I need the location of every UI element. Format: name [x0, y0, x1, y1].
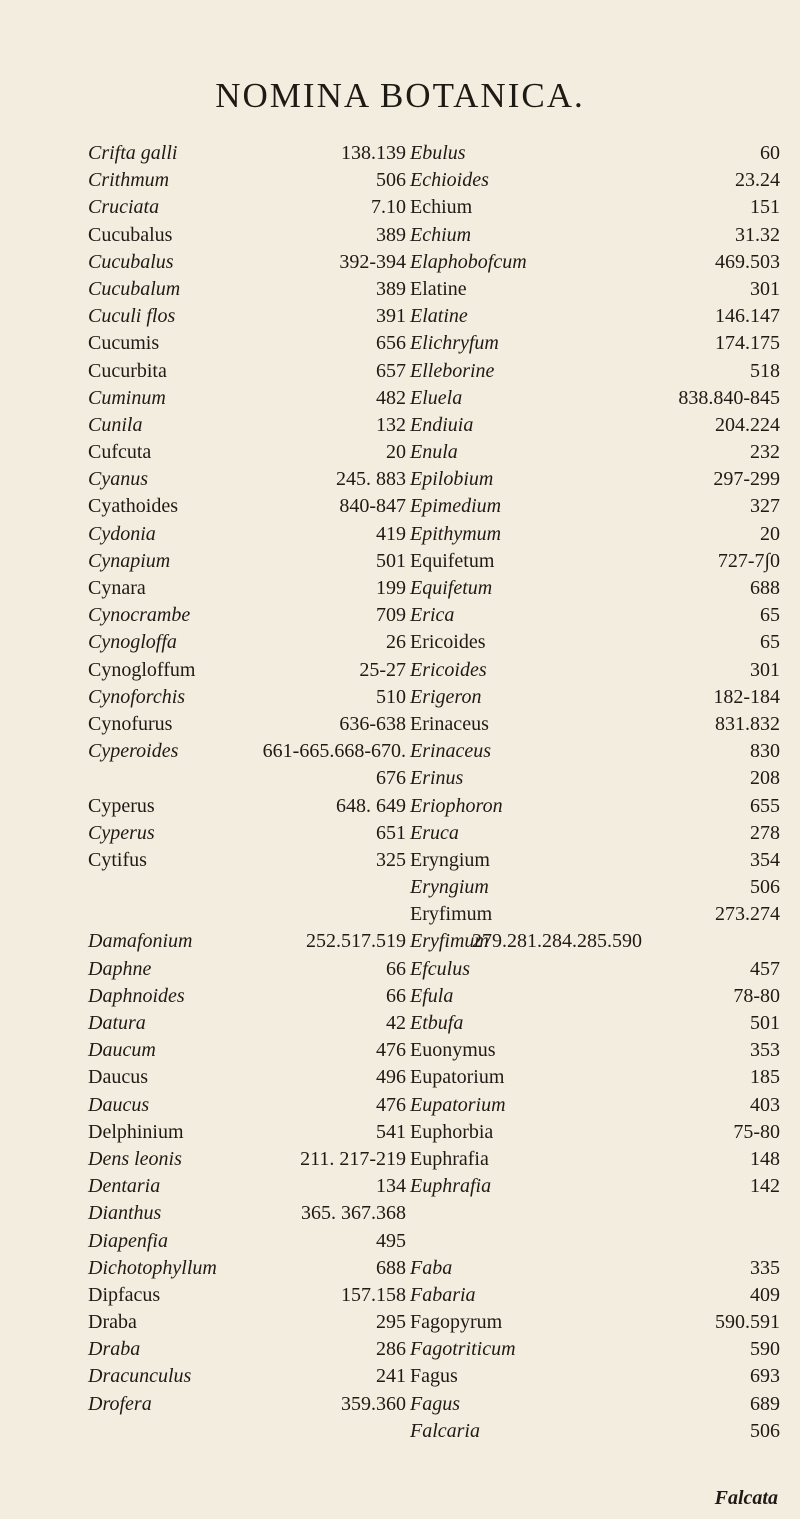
- entry-pages: 457: [750, 957, 780, 980]
- entry-name: Cyperus: [88, 794, 155, 817]
- index-entry: [88, 358, 406, 385]
- entry-name: Cucumis: [88, 332, 160, 355]
- entry-pages: 182-184: [713, 685, 780, 708]
- index-entry: [88, 1336, 406, 1363]
- index-entry: [88, 575, 406, 602]
- entry-pages: 590.591: [715, 1311, 780, 1334]
- entry-pages: 354: [750, 848, 780, 871]
- entry-pages: 518: [750, 359, 780, 382]
- entry-pages: 325: [376, 848, 406, 871]
- index-entry: [410, 249, 780, 276]
- entry-name: Epithymum: [410, 522, 502, 545]
- index-entry: [410, 412, 780, 439]
- index-entry: [410, 1309, 780, 1336]
- entry-name: Cyperoides: [88, 740, 179, 763]
- entry-pages: 20: [760, 522, 780, 545]
- index-entry: [410, 140, 780, 167]
- index-entry: [410, 1037, 780, 1064]
- entry-name: Dichotophyllum: [88, 1256, 217, 1279]
- index-entry: [88, 847, 406, 874]
- entry-name: Cufcuta: [88, 441, 152, 464]
- entry-pages: 148: [750, 1147, 780, 1170]
- entry-pages: 31.32: [735, 223, 780, 246]
- entry-name: Draba: [88, 1311, 137, 1334]
- entry-name: Dracunculus: [88, 1365, 192, 1388]
- index-entry: [410, 1010, 780, 1037]
- entry-name: Crithmum: [88, 169, 170, 192]
- entry-pages: 142: [750, 1175, 780, 1198]
- entry-name: Elatine: [410, 305, 468, 328]
- entry-name: Dentaria: [88, 1175, 161, 1198]
- entry-name: Enula: [410, 441, 458, 464]
- entry-pages: 648. 649: [336, 794, 406, 817]
- entry-name: Crifta galli: [88, 142, 178, 164]
- index-entry: [410, 602, 780, 629]
- entry-pages: 279.281.284.285.590: [472, 930, 642, 953]
- entry-pages: 389: [376, 277, 406, 300]
- entry-pages: 273.274: [715, 903, 780, 926]
- entry-name: Fagotriticum: [410, 1338, 516, 1361]
- entry-pages: 359.360: [341, 1392, 406, 1415]
- entry-name: Daphne: [88, 957, 152, 980]
- entry-name: Fabaria: [410, 1283, 476, 1306]
- entry-name: Cucubalus: [88, 223, 173, 246]
- entry-pages: 389: [376, 223, 406, 246]
- entry-name: Eupatorium: [410, 1066, 505, 1089]
- entry-name: Fagus: [410, 1392, 460, 1415]
- index-entry: [88, 1363, 406, 1390]
- entry-pages: 688: [750, 577, 780, 599]
- index-entry: [410, 194, 780, 221]
- entry-pages: 241: [376, 1365, 406, 1388]
- entry-pages: 232: [750, 441, 780, 464]
- index-entry: [410, 1146, 780, 1173]
- entry-name: Eriophoron: [410, 794, 503, 817]
- index-entry: [410, 548, 780, 575]
- index-entry: [88, 330, 406, 357]
- index-entry: [410, 1282, 780, 1309]
- entry-pages: 297-299: [713, 468, 780, 491]
- entry-pages: 301: [750, 277, 780, 300]
- index-entry: [88, 765, 406, 792]
- index-entry: [410, 711, 780, 738]
- entry-name: Erinaceus: [410, 712, 489, 735]
- entry-name: Endiuia: [410, 413, 474, 436]
- index-entry: [410, 466, 780, 493]
- index-entry: [410, 167, 780, 194]
- entry-name: Erinaceus: [410, 740, 492, 763]
- entry-name: Dipfacus: [88, 1283, 161, 1306]
- index-entry: [88, 493, 406, 520]
- entry-name: Euphrafia: [410, 1147, 489, 1170]
- entry-name: Eryngium: [410, 848, 490, 871]
- page-title: NOMINA BOTANICA.: [215, 76, 585, 115]
- index-entry: [88, 1010, 406, 1037]
- entry-name: Draba: [88, 1338, 141, 1361]
- index-entry: [88, 793, 406, 820]
- entry-name: Erigeron: [410, 685, 482, 708]
- entry-pages: 501: [750, 1012, 780, 1034]
- entry-name: Cynara: [88, 577, 146, 599]
- index-entry: [410, 439, 780, 466]
- index-entry: [88, 222, 406, 249]
- index-entry: [410, 1200, 780, 1227]
- entry-name: Eupatorium: [410, 1093, 506, 1116]
- index-entry: [410, 928, 780, 955]
- entry-pages: 403: [750, 1093, 780, 1116]
- entry-pages: 419: [376, 522, 406, 545]
- entry-pages: 661-665.668-670.: [262, 740, 406, 763]
- index-entry: [88, 901, 406, 928]
- entry-pages: 636-638: [339, 712, 406, 735]
- entry-pages: 157.158: [341, 1283, 406, 1306]
- entry-name: Efculus: [410, 957, 470, 980]
- index-entry: [88, 548, 406, 575]
- index-entry: [88, 1119, 406, 1146]
- index-entry: [410, 820, 780, 847]
- entry-pages: 656: [376, 332, 406, 355]
- entry-pages: 676: [376, 767, 406, 790]
- catchword: Falcata: [714, 1487, 778, 1509]
- index-entry: [88, 276, 406, 303]
- index-entry: [88, 629, 406, 656]
- entry-name: Cytifus: [88, 848, 147, 871]
- entry-name: Diapenfia: [88, 1229, 168, 1252]
- index-entry: [88, 194, 406, 221]
- entry-pages: 132: [376, 413, 406, 436]
- index-entry: [410, 575, 780, 602]
- entry-name: Eruca: [410, 821, 459, 844]
- entry-name: Daucum: [88, 1039, 156, 1062]
- entry-pages: 506: [750, 876, 780, 899]
- entry-pages: 65: [760, 631, 780, 654]
- index-entry: [88, 1200, 406, 1227]
- entry-pages: 840-847: [339, 495, 406, 518]
- entry-name: Eryngium: [410, 876, 489, 899]
- entry-name: Eryfimum: [410, 930, 489, 953]
- entry-pages: 655: [750, 794, 780, 817]
- entry-pages: 252.517.519: [306, 930, 406, 953]
- entry-name: Cynofurus: [88, 712, 173, 735]
- index-entry: [410, 874, 780, 901]
- index-entry: [88, 140, 406, 167]
- index-entry: [410, 684, 780, 711]
- index-entry: [88, 167, 406, 194]
- entry-pages: 495: [376, 1229, 406, 1252]
- entry-pages: 590: [750, 1338, 780, 1361]
- entry-name: Cynapium: [88, 549, 171, 572]
- index-entry: [88, 412, 406, 439]
- index-entry: [88, 1146, 406, 1173]
- entry-pages: 651: [376, 821, 406, 844]
- entry-name: Echium: [410, 223, 472, 246]
- index-entry: [88, 956, 406, 983]
- entry-name: Efula: [410, 984, 454, 1007]
- entry-pages: 476: [376, 1039, 406, 1062]
- entry-name: Delphinium: [88, 1120, 184, 1143]
- entry-pages: 185: [750, 1066, 780, 1089]
- index-entry: [410, 358, 780, 385]
- entry-pages: 830: [750, 740, 780, 763]
- entry-pages: 25-27: [359, 658, 406, 681]
- entry-pages: 295: [376, 1311, 406, 1334]
- entry-pages: 501: [376, 549, 406, 572]
- entry-name: Euonymus: [410, 1039, 496, 1062]
- index-entry: [88, 1173, 406, 1200]
- entry-name: Cyperus: [88, 821, 155, 844]
- entry-name: Eryfimum: [410, 903, 493, 926]
- index-entry: [88, 249, 406, 276]
- entry-name: Faba: [410, 1256, 453, 1279]
- index-entry: [410, 1064, 780, 1091]
- entry-name: Daphnoides: [88, 984, 185, 1007]
- left-column: [88, 140, 406, 1418]
- entry-name: Elaphobofcum: [410, 250, 527, 273]
- entry-name: Cruciata: [88, 196, 160, 219]
- index-entry: [88, 1309, 406, 1336]
- entry-name: Ericoides: [410, 658, 487, 681]
- index-entry: [410, 1391, 780, 1418]
- entry-pages: 78-80: [733, 984, 780, 1007]
- index-entry: [410, 657, 780, 684]
- entry-pages: 482: [376, 386, 406, 409]
- index-entry: [410, 629, 780, 656]
- entry-pages: 409: [750, 1283, 780, 1306]
- entry-name: Daucus: [88, 1066, 148, 1089]
- index-entry: [88, 439, 406, 466]
- entry-name: Epimedium: [410, 495, 502, 518]
- index-entry: [88, 602, 406, 629]
- entry-pages: 709: [376, 604, 406, 627]
- entry-pages: 20: [386, 441, 406, 464]
- entry-name: Cucubalus: [88, 250, 174, 273]
- index-entry: [410, 847, 780, 874]
- entry-pages: 138.139: [341, 142, 406, 164]
- entry-pages: 391: [376, 305, 406, 328]
- right-column: [410, 140, 780, 1445]
- index-entry: [410, 1363, 780, 1390]
- entry-pages: 278: [750, 821, 780, 844]
- entry-name: Cunila: [88, 413, 143, 436]
- index-entry: [88, 466, 406, 493]
- entry-name: Cuminum: [88, 386, 166, 409]
- entry-pages: 211. 217-219: [300, 1147, 406, 1170]
- index-entry: [88, 521, 406, 548]
- entry-pages: 327: [750, 495, 780, 518]
- entry-name: Ebulus: [410, 142, 466, 164]
- entry-pages: 688: [376, 1256, 406, 1279]
- entry-pages: 42: [386, 1012, 406, 1034]
- entry-pages: 208: [750, 767, 780, 790]
- entry-pages: 146.147: [715, 305, 780, 328]
- entry-pages: 657: [376, 359, 406, 382]
- index-entry: [410, 983, 780, 1010]
- index-entry: [88, 738, 406, 765]
- index-entry: [88, 1064, 406, 1091]
- entry-name: Cuculi flos: [88, 305, 176, 328]
- entry-name: Daucus: [88, 1093, 150, 1116]
- index-entry: [410, 1336, 780, 1363]
- entry-pages: 838.840-845: [678, 386, 780, 409]
- entry-pages: 151: [750, 196, 780, 219]
- entry-pages: 66: [386, 957, 406, 980]
- index-entry: [88, 983, 406, 1010]
- entry-pages: 496: [376, 1066, 406, 1089]
- entry-name: Elichryfum: [410, 332, 499, 355]
- entry-pages: 66: [386, 984, 406, 1007]
- entry-name: Eluela: [410, 386, 463, 409]
- index-entry: [88, 711, 406, 738]
- index-entry: [410, 330, 780, 357]
- entry-pages: 65: [760, 604, 780, 627]
- entry-name: Damafonium: [88, 930, 193, 953]
- entry-name: Elatine: [410, 277, 467, 300]
- index-entry: [88, 1391, 406, 1418]
- index-entry: [88, 928, 406, 955]
- index-entry: [410, 1173, 780, 1200]
- entry-name: Equifetum: [410, 577, 493, 599]
- entry-pages: 245. 883: [336, 468, 406, 491]
- entry-pages: 353: [750, 1039, 780, 1062]
- index-entry: [410, 493, 780, 520]
- entry-name: Erica: [410, 604, 455, 627]
- entry-name: Euphrafia: [410, 1175, 492, 1198]
- index-entry: [410, 1418, 780, 1445]
- index-entry: [410, 793, 780, 820]
- entry-pages: 831.832: [715, 712, 780, 735]
- entry-name: Erinus: [410, 767, 464, 790]
- entry-pages: 506: [376, 169, 406, 192]
- entry-pages: 75-80: [733, 1120, 780, 1143]
- index-entry: [410, 276, 780, 303]
- index-entry: [410, 1092, 780, 1119]
- index-entry: [410, 385, 780, 412]
- entry-name: Elleborine: [410, 359, 495, 382]
- entry-name: Cynocrambe: [88, 604, 191, 627]
- index-entry: [410, 956, 780, 983]
- entry-name: Euphorbia: [410, 1120, 494, 1143]
- entry-pages: 26: [386, 631, 406, 654]
- entry-name: Dens leonis: [88, 1147, 182, 1170]
- entry-pages: 541: [376, 1120, 406, 1143]
- entry-pages: 286: [376, 1338, 406, 1361]
- entry-pages: 510: [376, 685, 406, 708]
- index-entry: [410, 1255, 780, 1282]
- entry-name: Cynogloffum: [88, 658, 196, 681]
- index-entry: [88, 657, 406, 684]
- entry-pages: 693: [750, 1365, 780, 1388]
- entry-pages: 365. 367.368: [301, 1202, 406, 1225]
- entry-pages: 335: [750, 1256, 780, 1279]
- entry-name: Fagopyrum: [410, 1311, 503, 1334]
- entry-name: Cynoforchis: [88, 685, 186, 708]
- entry-name: Cucurbita: [88, 359, 167, 382]
- index-entry: [88, 820, 406, 847]
- entry-pages: 469.503: [715, 250, 780, 273]
- entry-pages: 301: [750, 658, 780, 681]
- entry-pages: 727-7∫0: [717, 549, 780, 572]
- index-entry: [410, 738, 780, 765]
- index-entry: [410, 521, 780, 548]
- entry-name: Ericoides: [410, 631, 486, 654]
- entry-name: Drofera: [88, 1392, 152, 1415]
- entry-name: Epilobium: [410, 468, 494, 491]
- index-entry: [410, 222, 780, 249]
- index-entry: [88, 1282, 406, 1309]
- index-entry: [88, 684, 406, 711]
- entry-name: Datura: [88, 1012, 146, 1034]
- entry-name: Dianthus: [88, 1202, 162, 1225]
- entry-name: Fagus: [410, 1365, 458, 1388]
- index-entry: [88, 1255, 406, 1282]
- index-entry: [88, 1228, 406, 1255]
- entry-pages: 60: [760, 142, 780, 164]
- entry-name: Echioides: [410, 169, 489, 192]
- entry-pages: 392-394: [339, 250, 406, 273]
- entry-name: Echium: [410, 196, 473, 219]
- entry-pages: 174.175: [715, 332, 780, 355]
- entry-pages: 199: [376, 577, 406, 599]
- entry-name: Cydonia: [88, 522, 156, 545]
- entry-name: Etbufa: [410, 1012, 464, 1034]
- index-entry: [410, 1228, 780, 1255]
- index-entry: [88, 1092, 406, 1119]
- entry-pages: 476: [376, 1093, 406, 1116]
- entry-name: Falcaria: [410, 1419, 480, 1442]
- entry-pages: 23.24: [735, 169, 780, 192]
- index-entry: [410, 1119, 780, 1146]
- entry-pages: 506: [750, 1419, 780, 1442]
- entry-name: Cyathoides: [88, 495, 178, 518]
- index-entry: [88, 303, 406, 330]
- index-entry: [410, 303, 780, 330]
- entry-pages: 204.224: [715, 413, 780, 436]
- index-entry: [410, 901, 780, 928]
- index-entry: [88, 874, 406, 901]
- index-entry: [88, 1037, 406, 1064]
- index-entry: [410, 765, 780, 792]
- entry-name: Cynogloffa: [88, 631, 177, 654]
- entry-pages: 689: [750, 1392, 780, 1415]
- entry-name: Cucubalum: [88, 277, 181, 300]
- entry-pages: 7.10: [371, 196, 406, 219]
- entry-name: Equifetum: [410, 549, 495, 572]
- entry-name: Cyanus: [88, 468, 148, 491]
- entry-pages: 134: [376, 1175, 406, 1198]
- index-entry: [88, 385, 406, 412]
